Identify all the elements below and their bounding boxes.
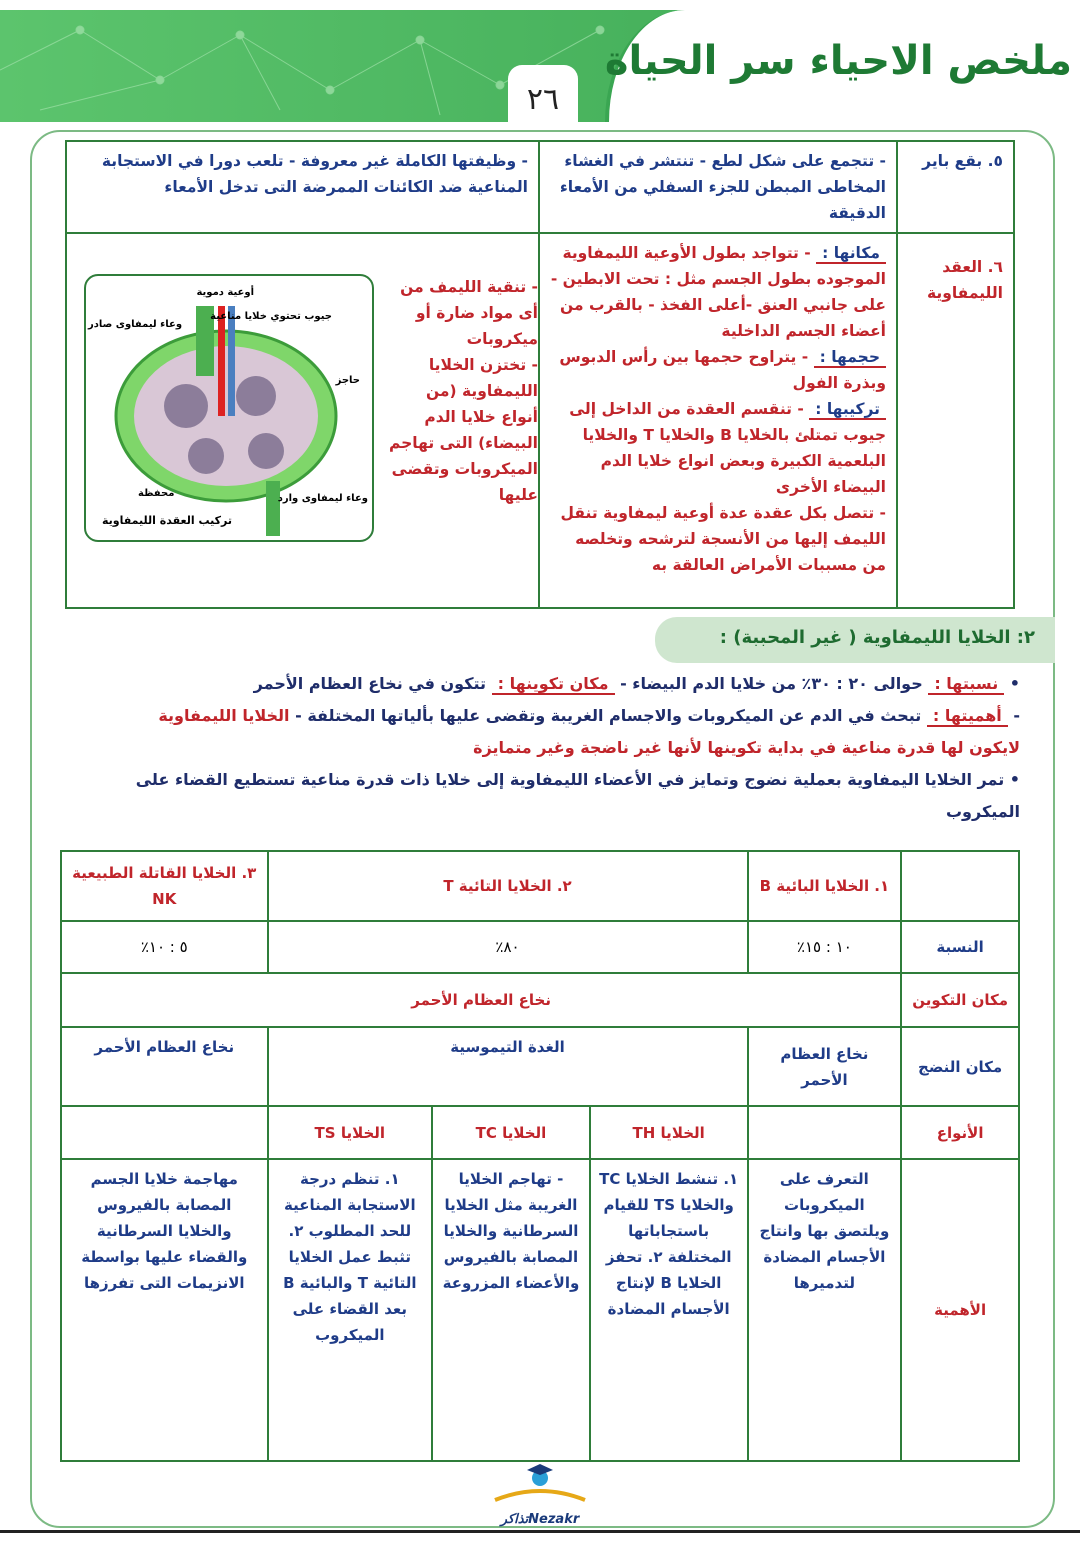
cell: ١. تنظم درجة الاستجابة المناعية للحد المطلوب ٢. تثبط عمل الخلايا التائية T والبائية B بعد القضاء على الميكروب [268, 1159, 433, 1461]
function-item: - تنقية الليمف من أى مواد ضارة أو ميكروبات [400, 278, 538, 348]
place-label: مكانها : [816, 244, 886, 264]
cell: التعرف على الميكروبات ويلتصق بها وانتاج الأجسام المضادة لتدميرها [748, 1159, 902, 1461]
cell: ١. تنشط الخلايا TC والخلايا TS للقيام باستجاباتها المختلفة ٢. تحفز الخلايا B لإنتاج الأجسام المضادة [590, 1159, 748, 1461]
table-row [66, 233, 1014, 608]
cell: مهاجمة خلايا الجسم المصابة بالفيروس والخلايا السرطانية والقضاء عليها بواسطة الانزيمات التى تفرزها [61, 1159, 268, 1461]
function-item: - تختزن الخلايا الليمفاوية (من أنواع خلايا الدم البيضاء) التى تهاجم الميكروبات وتقضى عليها [388, 356, 538, 504]
page-title: ملخص الاحياء سر الحياة [604, 38, 1072, 84]
section-bullets [105, 668, 1020, 828]
structure-cell: - تتجمع على شكل لطع - تنتشر في الغشاء المخاطى المبطن للجزء السفلي من الأمعاء الدقيقة [539, 141, 897, 233]
table-row [61, 1106, 1019, 1159]
place-label: مكان تكوينها : [492, 674, 615, 695]
row-label: ٥. بقع باير [897, 141, 1014, 233]
logo [485, 1460, 595, 1530]
size-text: - يتراوح حجمها بين رأس الدبوس وبذرة الفول [559, 348, 886, 392]
diagram-label: حاجز [335, 375, 360, 386]
page-number: ٢٦ [508, 65, 578, 132]
structure-cell [539, 233, 897, 608]
header-banner [0, 10, 1080, 122]
cell: نخاع العظام الأحمر [61, 973, 901, 1027]
row-label: الأنواع [901, 1106, 1019, 1159]
diagram-label: وعاء ليمفاوى صادر [88, 319, 183, 330]
row-label: الأهمية [901, 1159, 1019, 1461]
ratio-text: حوالى ٢٠ : ٣٠٪ من خلايا الدم البيضاء - [620, 674, 923, 693]
empty-cell [901, 851, 1019, 921]
vessels-text: - تتصل بكل عقدة عدة أوعية ليمفاوية تنقل الليمف إليها من الأنسجة لترشحه وتخلصه من مسببات الأمراض العالقة به [560, 504, 886, 574]
importance-label: أهميتها : [927, 706, 1008, 727]
header-t-cells: ٢. الخلايا التائية T [268, 851, 748, 921]
cell: ٥ : ١٠٪ [61, 921, 268, 973]
table-row [61, 851, 1019, 921]
list-item: • نسبتها : حوالى ٢٠ : ٣٠٪ من خلايا الدم البيضاء - مكان تكوينها : تتكون في نخاع العظام الأحمر [253, 674, 1020, 693]
diagram-label: وعاء ليمفاوى وارد [277, 493, 368, 504]
cell: الخلايا TC [432, 1106, 590, 1159]
table-row [61, 921, 1019, 973]
function-cell [66, 233, 539, 608]
section-heading: ٢: الخلايا الليمفاوية ( غير المحببة) : [655, 617, 1055, 663]
row-label: النسبة [901, 921, 1019, 973]
table-row [61, 973, 1019, 1027]
list-item: - أهميتها : تبحث في الدم عن الميكروبات والاجسام الغريبة وتقضى عليها بألياتها المختلفة - الخلايا الليمفاوية لايكون لها قدرة مناعية في بداية تكوينها لأنها غير ناضجة وغير متمايزة [158, 706, 1020, 757]
title-area [605, 10, 1080, 122]
cell: نخاع العظام الأحمر [61, 1027, 268, 1106]
header-b-cells: ١. الخلايا البائية B [748, 851, 902, 921]
row-label: مكان النضج [901, 1027, 1019, 1106]
ratio-label: نسبتها : [928, 674, 1004, 695]
table-row [61, 1159, 1019, 1461]
struct-text: - تنقسم العقدة من الداخل إلى جيوب تمتلئ بالخلايا B والخلايا T والخلايا البلعمية الكبيرة وبعض انواع خلايا الدم البيضاء الأخرى [569, 400, 886, 496]
bottom-rule [0, 1530, 1080, 1533]
cell: نخاع العظام الأحمر [748, 1027, 902, 1106]
list-item: • تمر الخلايا اليمفاوية بعملية نضوج وتمايز في الأعضاء الليمفاوية إلى خلايا ذات قدرة مناعية تستطيع القضاء على الميكروب [135, 770, 1020, 821]
place-text: تتكون في نخاع العظام الأحمر [253, 674, 487, 693]
struct-label: تركيبها : [809, 400, 886, 420]
header-nk-cells: ٣. الخلايا القاتلة الطبيعية NK [61, 851, 268, 921]
maturation-text: تمر الخلايا اليمفاوية بعملية نضوج وتمايز في الأعضاء الليمفاوية إلى خلايا ذات قدرة مناعية تستطيع القضاء على الميكروب [135, 770, 1020, 821]
cell: الخلايا TH [590, 1106, 748, 1159]
row-label: مكان التكوين [901, 973, 1019, 1027]
importance-text: تبحث في الدم عن الميكروبات والاجسام الغريبة وتقضى عليها بألياتها المختلفة - [295, 706, 922, 725]
lymph-node-diagram [84, 274, 374, 542]
size-label: حجمها : [814, 348, 886, 368]
empty-cell [748, 1106, 902, 1159]
lymphocyte-types-table [60, 850, 1020, 1462]
table-row [66, 141, 1014, 233]
empty-cell [61, 1106, 268, 1159]
lymph-organs-table [65, 140, 1015, 609]
importance-note: الخلايا الليمفاوية لايكون لها قدرة مناعية في بداية تكوينها لأنها غير ناضجة وغير متمايزة [158, 706, 1020, 757]
table-row [61, 1027, 1019, 1106]
cell: الخلايا TS [268, 1106, 433, 1159]
row-label: ٦. العقد الليمفاوية [897, 233, 1014, 608]
diagram-caption: تركيب العقدة الليمفاوية [102, 514, 232, 527]
cell: ١٠ : ١٥٪ [748, 921, 902, 973]
cell: - تهاجم الخلايا الغريبة مثل الخلايا السرطانية والخلايا المصابة بالفيروس والأعضاء المزروعة [432, 1159, 590, 1461]
cell: الغدة التيموسية [268, 1027, 748, 1106]
cell: ٨٠٪ [268, 921, 748, 973]
diagram-label: جيوب تحتوي خلايا مناعية [210, 311, 332, 322]
function-cell: - وظيفتها الكاملة غير معروفة - تلعب دورا في الاستجابة المناعية ضد الكائنات الممرضة التى تدخل الأمعاء [66, 141, 539, 233]
function-list [388, 274, 538, 542]
diagram-label: محفظة [138, 488, 175, 499]
place-text: - تتواجد بطول الأوعية الليمفاوية الموجوده بطول الجسم مثل : تحت الابطين - على جانبي العنق -أعلى الفخذ - بالقرب من أعضاء الجسم الداخلية [550, 244, 886, 340]
graduate-book-icon [485, 1460, 595, 1504]
diagram-label: أوعية دموية [196, 287, 254, 298]
logo-text: Nezakrتذاكر [500, 1512, 580, 1527]
